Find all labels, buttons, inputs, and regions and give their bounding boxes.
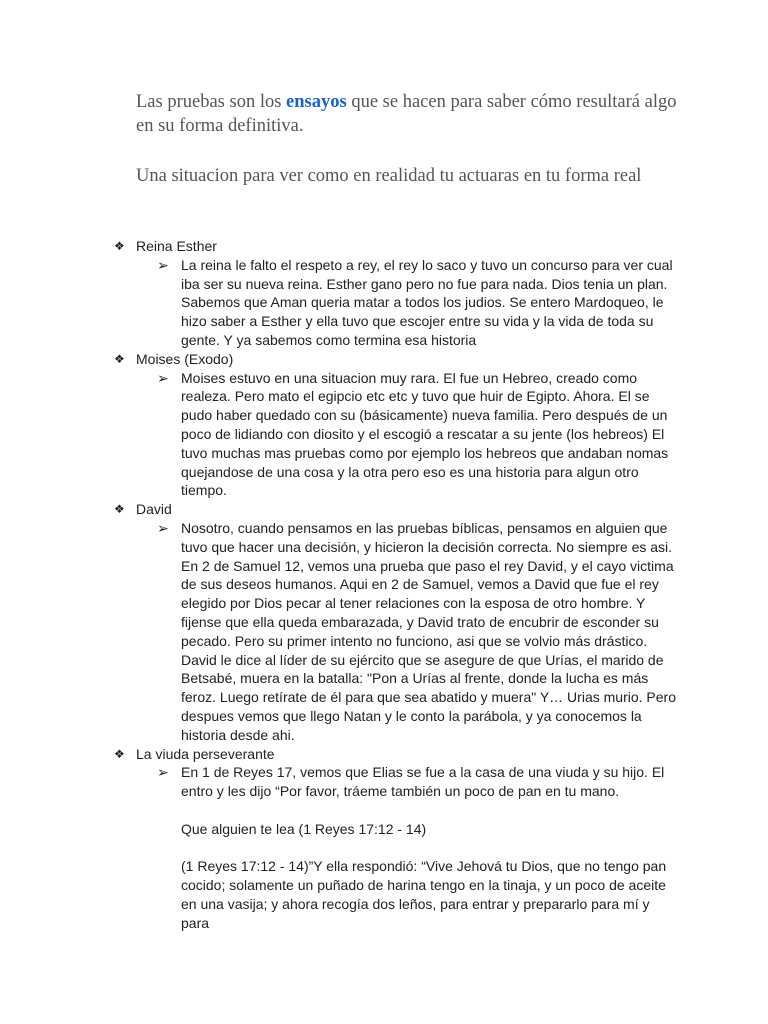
intro-text-end: que se hacen para saber cómo resultará algo en su forma definitiva. — [136, 92, 677, 136]
section-paragraph: Moises estuvo en una situacion muy rara. El fue un Hebreo, creado como realeza. Pero mato el egipcio etc etc y tuvo que huir de Egipto. Ahora. El se pudo haber quedado con su (básicamente) nueva familia. Pero después de un poco de lidiando con diosito y el escogió a rescatar a su jente (los hebreos) El tuvo muchas mas pruebas como por ejemplo los hebreos que andaban nomas quejandose de una cosa y la otra pero eso es una historia para algun otro tiempo. — [181, 369, 669, 499]
section-title: Reina Esther — [136, 238, 217, 254]
section-item-viuda — [114, 745, 681, 764]
arrow-bullet-icon: ➢ — [157, 256, 169, 273]
section-body-esther — [157, 256, 681, 350]
outline-list — [0, 237, 768, 932]
arrow-bullet-icon: ➢ — [157, 369, 169, 386]
section-title: La viuda perseverante — [136, 745, 275, 762]
section-item-moises — [114, 350, 681, 369]
intro-text-start: Las pruebas son los — [136, 92, 287, 112]
highlighted-word: ensayos — [286, 92, 347, 112]
section-item-esther — [114, 237, 681, 256]
diamond-bullet-icon: ❖ — [114, 239, 125, 253]
section-paragraph: (1 Reyes 17:12 - 14)”Y ella respondió: “Vive Jehová tu Dios, que no tengo pan cocido; solamente un puñado de harina tengo en la tinaja, y un poco de aceite en una vasija; y ahora recogía dos leños, para entrar y prepararlo para mí y para — [181, 858, 667, 931]
section-title: David — [136, 501, 172, 518]
section-body-viuda — [157, 763, 681, 932]
arrow-bullet-icon: ➢ — [157, 519, 169, 536]
section-paragraph: En 1 de Reyes 17, vemos que Elias se fue a la casa de una viuda y su hijo. El entro y les dijo “Por favor, tráeme también un poco de pan en tu mano. — [181, 764, 665, 800]
intro-paragraph-1 — [136, 90, 681, 138]
section-body-david — [157, 519, 681, 745]
section-paragraph: Nosotro, cuando pensamos en las pruebas bíblicas, pensamos en alguien que tuvo que hacer una decisión, y hicieron la decisión correcta. No siempre es asi. En 2 de Samuel 12, vemos una prueba que paso el rey David, y el cayo victima de sus deseos humanos. Aqui en 2 de Samuel, vemos a David que fue el rey elegido por Dios pecar al tener relaciones con la esposa de otro hombre. Y fijense que ella queda embarazada, y David trato de encubrir de esconder su pecado. Pero su primer intento no funciono, asi que se volvio más drástico. David le dice al líder de su ejército que se asegure de que Urías, el marido de Betsabé, muera en la batalla: "Pon a Urías al frente, donde la lucha es más feroz. Luego retírate de él para que sea abatido y muera" Y… Urias murio. Pero despues vemos que llego Natan y le conto la parábola, y ya conocemos la historia desde ahi. — [181, 519, 676, 743]
diamond-bullet-icon: ❖ — [114, 351, 125, 366]
section-body-moises — [157, 369, 681, 501]
section-paragraph: La reina le falto el respeto a rey, el rey lo saco y tuvo un concurso para ver cual iba ser su nueva reina. Esther gano pero no fue para nada. Dios tenia un plan. Sabemos que Aman queria matar a todos los judios. Se entero Mardoqueo, le hizo saber a Esther y ella tuvo que escojer entre su vida y la vida de toda su gente. Y ya sabemos como termina esa historia — [181, 256, 673, 348]
intro-paragraph-2 — [136, 164, 681, 188]
section-paragraph: Que alguien te lea (1 Reyes 17:12 - 14) — [181, 820, 427, 837]
section-title: Moises (Exodo) — [136, 350, 234, 367]
diamond-bullet-icon: ❖ — [114, 746, 125, 761]
section-item-david — [114, 500, 681, 519]
diamond-bullet-icon: ❖ — [114, 502, 125, 517]
intro-text: Una situacion para ver como en realidad tu actuaras en tu forma real — [136, 166, 642, 186]
arrow-bullet-icon: ➢ — [157, 764, 169, 781]
